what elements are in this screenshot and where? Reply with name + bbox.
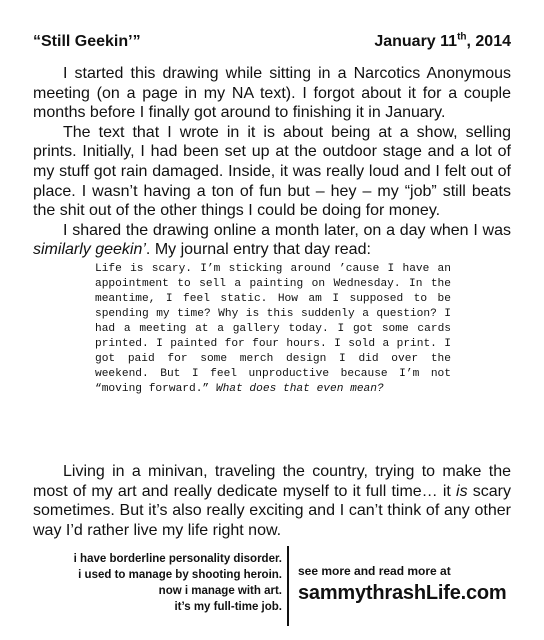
date-suffix: , 2014: [466, 33, 511, 50]
page-title: “Still Geekin’”: [33, 33, 141, 50]
footer-statement: [74, 551, 282, 615]
closing-before: Living in a minivan, traveling the country, trying to make the most of my art and really dedicate myself to it full time… it: [33, 463, 511, 500]
footer: [0, 546, 544, 626]
journal-entry: [95, 262, 451, 397]
see-more-text: see more and read more at: [298, 564, 451, 578]
entry-date: [374, 33, 511, 51]
header: [33, 33, 511, 55]
footer-divider: [287, 546, 289, 626]
shared-before: I shared the drawing online a month later, on a day when I was: [63, 221, 511, 239]
paragraph-3: [33, 221, 511, 260]
date-prefix: January 11: [374, 33, 458, 50]
footer-line: i used to manage by shooting heroin.: [78, 569, 282, 581]
paragraph-4: [33, 462, 511, 540]
shared-after: . My journal entry that day read:: [145, 241, 371, 259]
website-link[interactable]: sammythrashLife.com: [298, 582, 507, 604]
footer-link-block: [298, 564, 507, 605]
footer-line: now i manage with art.: [158, 585, 282, 597]
closing-after: scary sometimes. But it’s also really exciting and I can’t think of any other way I’d rather live my life right now.: [33, 482, 511, 539]
article-body: [33, 64, 511, 260]
shared-emph: similarly geekin’: [33, 241, 146, 259]
footer-line: it’s my full-time job.: [174, 601, 282, 613]
paragraph-1: I started this drawing while sitting in a Narcotics Anonymous meeting (on a page in my NA text). I forgot about it for a couple months before I finally got around to finishing it in January.: [33, 65, 511, 122]
footer-line: i have borderline personality disorder.: [73, 553, 282, 565]
journal-emph: What does that even mean?: [215, 383, 384, 395]
journal-text: Life is scary. I’m sticking around ’cause I have an appointment to sell a painting on Wednesday. In the meantime, I feel static. How am I supposed to be spending my time? Why is this suddenly a question? I had a meeting at a gallery today. I got some cards printed. I painted for four hours. I sold a print. I got paid for some merch design I did over the weekend. But I feel unproductive because I’m not “moving forward.”: [95, 263, 451, 395]
closing-paragraph: [33, 462, 511, 540]
paragraph-2: The text that I wrote in it is about being at a show, selling prints. Initially, I had been set up at the outdoor stage and a lot of my stuff got rain damaged. Inside, it was really loud and I felt out of place. I wasn’t having a ton of fun but – hey – my “job” still beats the shit out of the other things I could be doing for money.: [33, 123, 511, 220]
date-ordinal: th: [457, 31, 467, 43]
closing-emph: is: [456, 482, 468, 500]
